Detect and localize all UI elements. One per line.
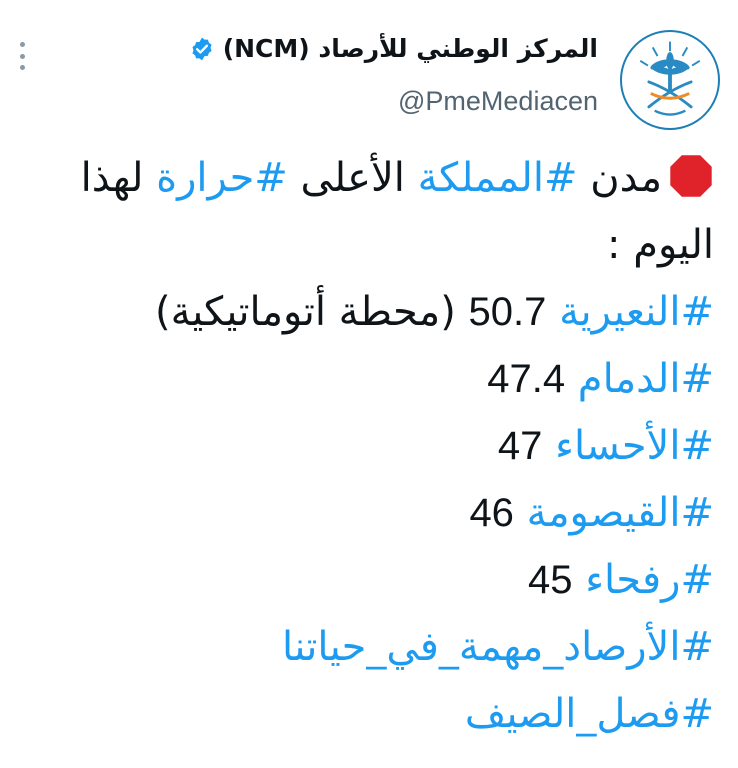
ncm-palm-swords-logo-icon (622, 32, 718, 128)
city-row (24, 547, 714, 614)
temperature-value: 50.7 (468, 290, 547, 334)
red-octagon-stop-icon (668, 153, 714, 199)
hashtag-link[interactable]: #حرارة (156, 155, 288, 201)
temperature-value: 46 (469, 491, 514, 535)
account-name[interactable]: المركز الوطني للأرصاد (NCM) (222, 34, 598, 63)
tweet-word: لهذا (80, 155, 144, 201)
city-row (24, 413, 714, 480)
city-row (24, 346, 714, 413)
hashtag-link[interactable]: #المملكة (417, 155, 578, 201)
station-note: (محطة أتوماتيكية) (155, 289, 456, 335)
temperature-value: 45 (528, 558, 573, 602)
hashtag-link[interactable]: #الدمام (577, 356, 714, 402)
more-vertical-icon[interactable] (10, 40, 34, 72)
hashtag-link[interactable]: #رفحاء (585, 557, 714, 603)
tweet-word: مدن (590, 155, 662, 201)
verified-badge-icon (189, 36, 215, 62)
hashtag-link[interactable]: #الأحساء (555, 423, 714, 469)
hashtag-link[interactable]: #النعيرية (559, 289, 714, 335)
hashtag-link[interactable]: #القيصومة (526, 490, 714, 536)
account-handle[interactable]: @PmeMediacen (398, 86, 598, 116)
tweet-line-intro (24, 145, 714, 212)
tweet-text (24, 145, 714, 748)
account-name-row (189, 30, 598, 68)
temperature-value: 47 (497, 424, 543, 468)
hashtag-link[interactable]: #فصل_الصيف (464, 691, 714, 737)
profile-avatar[interactable] (620, 30, 720, 130)
temperature-value: 47.4 (487, 357, 566, 401)
tweet-word: الأعلى (300, 155, 405, 201)
city-row (24, 480, 714, 547)
hashtag-link[interactable]: #الأرصاد_مهمة_في_حياتنا (282, 624, 714, 670)
tweet-line-today: اليوم : (607, 222, 714, 268)
city-row (24, 279, 714, 346)
